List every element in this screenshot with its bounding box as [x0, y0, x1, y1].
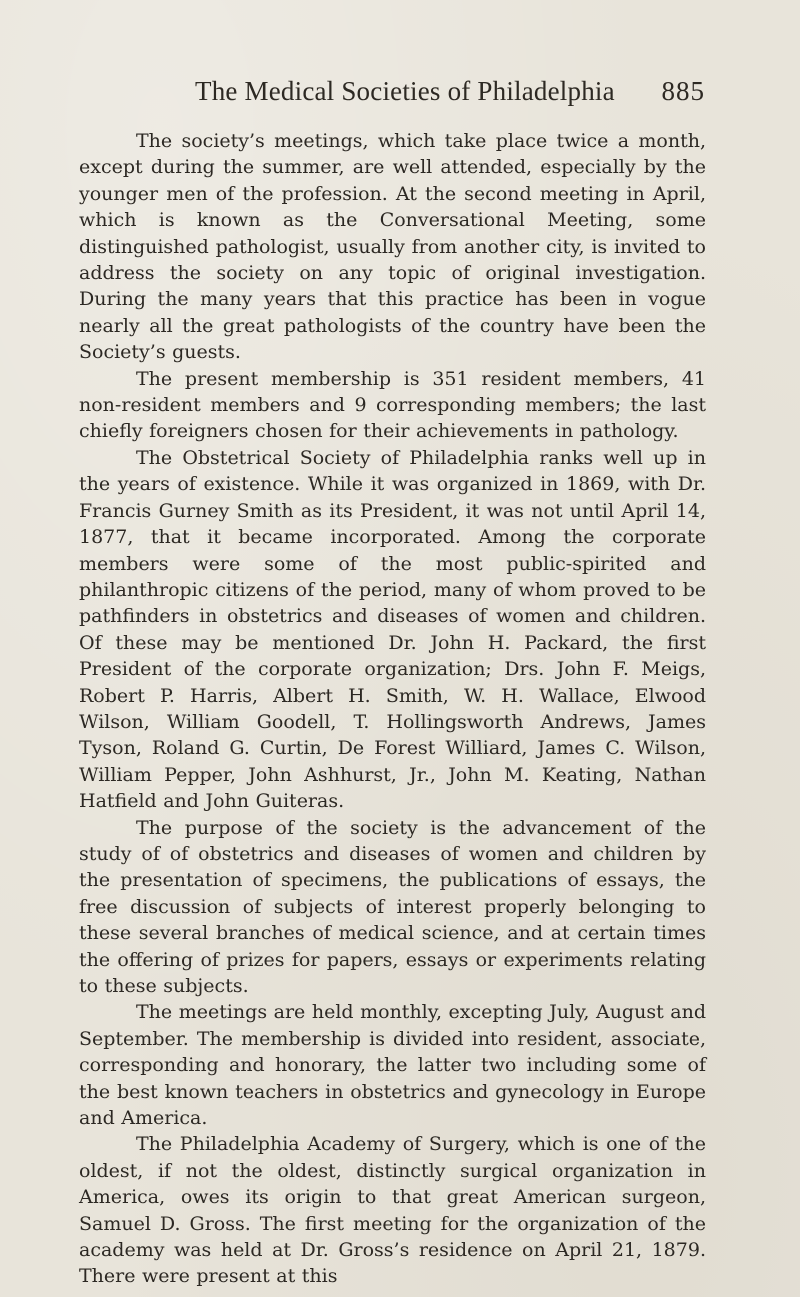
paragraph-academy-of-surgery: The Philadelphia Academy of Surgery, which is one of the oldest, if not the oldest, distinctly surgical organization in America, owes its origin to that great American surgeon, Samuel D. Gross. The first meeting for the organization of the academy was held at Dr. Gross’s residence on April 21, 1879. There were present at this — [79, 1133, 706, 1288]
page-number: 885 — [661, 76, 705, 106]
paragraph-pathological-membership: The present membership is 351 resident members, 41 non-resident members and 9 corresponding members; the last chiefly foreigners chosen for their achievements in pathology. — [79, 367, 706, 443]
paragraph-obstetrical-meetings: The meetings are held monthly, excepting July, August and September. The membership is divided into resident, associate, corresponding and honorary, the latter two including some of the best known teachers in obstetrics and gynecology in Europe and America. — [79, 1001, 706, 1130]
paragraph-obstetrical-society: The Obstetrical Society of Philadelphia ranks well up in the years of existence. While it was organized in 1869, with Dr. Francis Gurney Smith as its President, it was not until April 14, 1877, that it became incorporated. Among the corporate members were some of the most public-spirited and philanthropic citizens of the period, many of whom proved to be pathfinders in obstetrics and diseases of women and children. Of these may be mentioned Dr. John H. Packard, the first President of the corporate organization; Drs. John F. Meigs, Robert P. Harris, Albert H. Smith, W. H. Wallace, Elwood Wilson, William Goodell, T. Hollingsworth Andrews, James Tyson, Roland G. Curtin, De Forest Williard, James C. Wilson, William Pepper, John Ashhurst, Jr., John M. Keating, Nathan Hatfield and John Guiteras. — [79, 446, 706, 813]
running-head-title: The Medical Societies of Philadelphia — [195, 76, 615, 106]
body-text — [79, 128, 706, 1290]
paragraph-pathological-meetings: The society’s meetings, which take place twice a month, except during the summer, are well attended, especially by the younger men of the profession. At the second meeting in April, which is known as the Conversational Meeting, some distinguished pathologist, usually from another city, is invited to address the society on any topic of original investigation. During the many years that this practice has been in vogue nearly all the great pathologists of the country have been the Society’s guests. — [79, 130, 706, 364]
paragraph-obstetrical-purpose: The purpose of the society is the advancement of the study of of obstetrics and diseases of women and children by the presentation of specimens, the publications of essays, the free discussion of subjects of interest properly belonging to these several branches of medical science, and at certain times the offering of prizes for papers, essays or experiments relating to these subjects. — [79, 816, 706, 997]
running-head — [195, 76, 705, 112]
